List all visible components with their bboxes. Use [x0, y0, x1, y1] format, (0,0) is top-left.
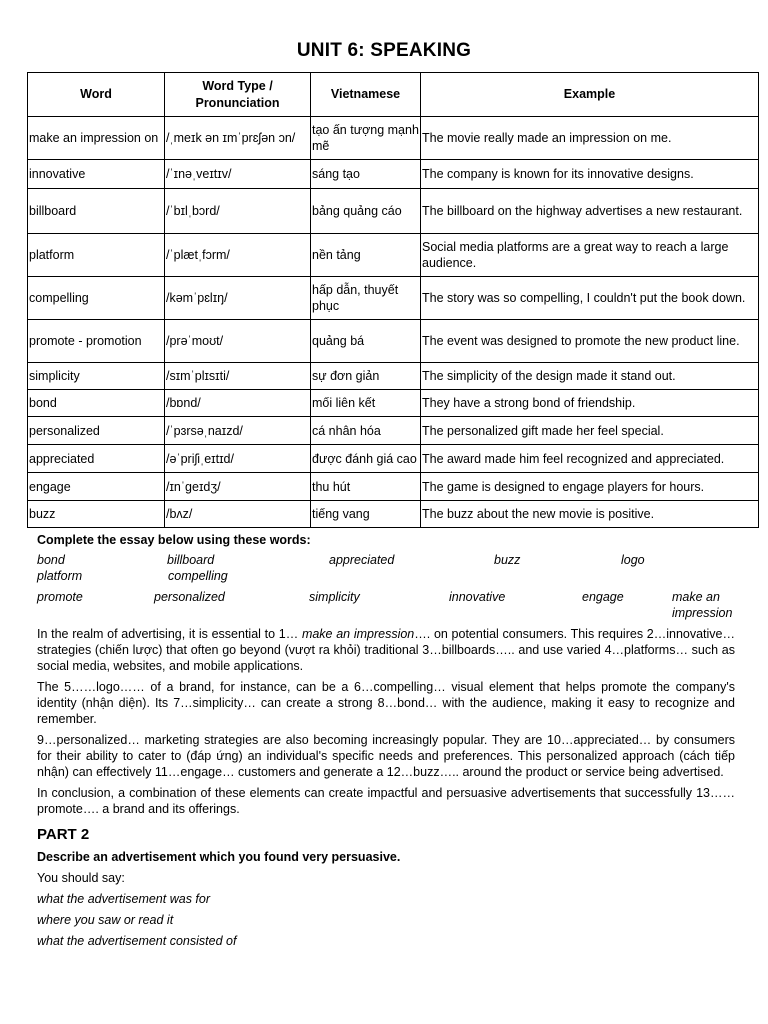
table-row	[28, 160, 759, 189]
essay-paragraph-1	[37, 626, 735, 674]
header-example: Example	[421, 73, 759, 117]
cell-pron: /bɒnd/	[165, 390, 311, 417]
table-row	[28, 417, 759, 445]
essay-text: …. on potential consumers. This requires 2…innovative… strategies (chiến lược) that often go beyond (vượt ra khỏi) traditional 3…billboards….. and use varied 4…platforms… such as social media, websites, and mobile applications.	[37, 627, 736, 673]
cell-pron: /ˈplætˌfɔrm/	[165, 234, 311, 277]
part2-point: where you saw or read it	[37, 913, 174, 927]
cell-word: buzz	[28, 501, 165, 528]
cell-pron: /ˌmeɪk ən ɪmˈprɛʃən ɔn/	[165, 117, 311, 160]
cell-vi: nền tảng	[311, 234, 421, 277]
cell-example: The story was so compelling, I couldn't put the book down.	[421, 277, 759, 320]
table-row	[28, 189, 759, 234]
word-bank-item: billboard	[167, 553, 215, 567]
part2-prompt: Describe an advertisement which you found very persuasive.	[37, 850, 401, 864]
header-vietnamese: Vietnamese	[311, 73, 421, 117]
essay-exercise	[37, 532, 735, 949]
vocabulary-table	[27, 72, 759, 528]
part2-lead: You should say:	[37, 871, 125, 885]
cell-word: bond	[28, 390, 165, 417]
cell-example: The simplicity of the design made it stand out.	[421, 363, 759, 390]
cell-example: The game is designed to engage players for hours.	[421, 473, 759, 501]
cell-pron: /ɪnˈɡeɪdʒ/	[165, 473, 311, 501]
table-row	[28, 117, 759, 160]
cell-example: The personalized gift made her feel special.	[421, 417, 759, 445]
cell-example: They have a strong bond of friendship.	[421, 390, 759, 417]
word-bank-item: buzz	[494, 553, 521, 567]
word-bank-item: appreciated	[329, 553, 395, 567]
table-row	[28, 320, 759, 363]
essay-paragraph-4: In conclusion, a combination of these elements can create impactful and persuasive advertisements that successfully 13……promote…. a brand and its offerings.	[37, 786, 735, 816]
part2-point: what the advertisement consisted of	[37, 934, 237, 948]
cell-vi: hấp dẫn, thuyết phục	[311, 277, 421, 320]
table-row	[28, 473, 759, 501]
cell-example: The movie really made an impression on me.	[421, 117, 759, 160]
word-bank-item: engage	[582, 590, 624, 604]
cell-vi: tạo ấn tượng mạnh mẽ	[311, 117, 421, 160]
header-word: Word	[28, 73, 165, 117]
essay-text: In the realm of advertising, it is essential to 1…	[37, 627, 302, 641]
word-bank-item: personalized	[154, 590, 225, 604]
cell-vi: quảng bá	[311, 320, 421, 363]
table-row	[28, 501, 759, 528]
cell-pron: /bʌz/	[165, 501, 311, 528]
cell-word: personalized	[28, 417, 165, 445]
word-bank-item: compelling	[168, 569, 228, 583]
word-bank-item: bond	[37, 553, 65, 567]
cell-vi: tiếng vang	[311, 501, 421, 528]
cell-word: billboard	[28, 189, 165, 234]
table-row	[28, 277, 759, 320]
word-bank-item: logo	[621, 553, 645, 567]
word-bank-row-2	[37, 589, 735, 621]
cell-pron: /əˈpriʃiˌeɪtɪd/	[165, 445, 311, 473]
table-row	[28, 234, 759, 277]
cell-vi: cá nhân hóa	[311, 417, 421, 445]
cell-example: The buzz about the new movie is positive.	[421, 501, 759, 528]
cell-pron: /kəmˈpɛlɪŋ/	[165, 277, 311, 320]
cell-vi: được đánh giá cao	[311, 445, 421, 473]
cell-vi: sự đơn giản	[311, 363, 421, 390]
cell-word: make an impression on	[28, 117, 165, 160]
word-bank-item: platform	[37, 569, 83, 583]
cell-word: simplicity	[28, 363, 165, 390]
word-bank-item: make an impression	[672, 590, 733, 620]
cell-word: innovative	[28, 160, 165, 189]
cell-example: The event was designed to promote the new product line.	[421, 320, 759, 363]
cell-pron: /prəˈmoʊt/	[165, 320, 311, 363]
cell-word: promote - promotion	[28, 320, 165, 363]
cell-vi: sáng tạo	[311, 160, 421, 189]
cell-word: compelling	[28, 277, 165, 320]
table-row	[28, 390, 759, 417]
cell-pron: /sɪmˈplɪsɪti/	[165, 363, 311, 390]
essay-answer: make an impression	[301, 627, 415, 641]
table-row	[28, 363, 759, 390]
word-bank-item: promote	[37, 590, 83, 604]
cell-word: engage	[28, 473, 165, 501]
part2-point: what the advertisement was for	[37, 892, 210, 906]
cell-vi: bảng quảng cáo	[311, 189, 421, 234]
word-bank-row-1	[37, 552, 735, 584]
word-bank-item: innovative	[449, 590, 506, 604]
essay-paragraph-2: The 5……logo…… of a brand, for instance, can be a 6…compelling… visual element that helps promote the company's identity (nhận diện). Its 7…simplicity… can create a strong 8…bond… with the audience, making it easy to recognize and remember.	[37, 680, 735, 726]
essay-paragraph-3: 9…personalized… marketing strategies are also becoming increasingly popular. They are 10…appreciated… by consumers for their ability to cater to (đáp ứng) an individual's specific needs and preferences. This personalized approach (cách tiếp nhận) can effectively 11…engage… customers and generate a 12…buzz….. around the product or service being advertised.	[37, 733, 735, 779]
word-bank-item: simplicity	[309, 590, 360, 604]
part2-heading: PART 2	[37, 826, 90, 843]
cell-pron: /ˈbɪlˌbɔrd/	[165, 189, 311, 234]
cell-example: Social media platforms are a great way to reach a large audience.	[421, 234, 759, 277]
cell-vi: mối liên kết	[311, 390, 421, 417]
exercise-instruction: Complete the essay below using these words:	[37, 533, 311, 547]
cell-pron: /ˈpɜrsəˌnaɪzd/	[165, 417, 311, 445]
cell-word: appreciated	[28, 445, 165, 473]
table-row	[28, 445, 759, 473]
cell-vi: thu hút	[311, 473, 421, 501]
cell-word: platform	[28, 234, 165, 277]
page-title: UNIT 6: SPEAKING	[296, 40, 472, 61]
cell-example: The award made him feel recognized and appreciated.	[421, 445, 759, 473]
header-word-type: Word Type / Pronunciation	[165, 73, 311, 117]
cell-example: The billboard on the highway advertises a new restaurant.	[421, 189, 759, 234]
cell-example: The company is known for its innovative designs.	[421, 160, 759, 189]
table-header-row	[28, 73, 759, 117]
cell-pron: /ˈɪnəˌveɪtɪv/	[165, 160, 311, 189]
